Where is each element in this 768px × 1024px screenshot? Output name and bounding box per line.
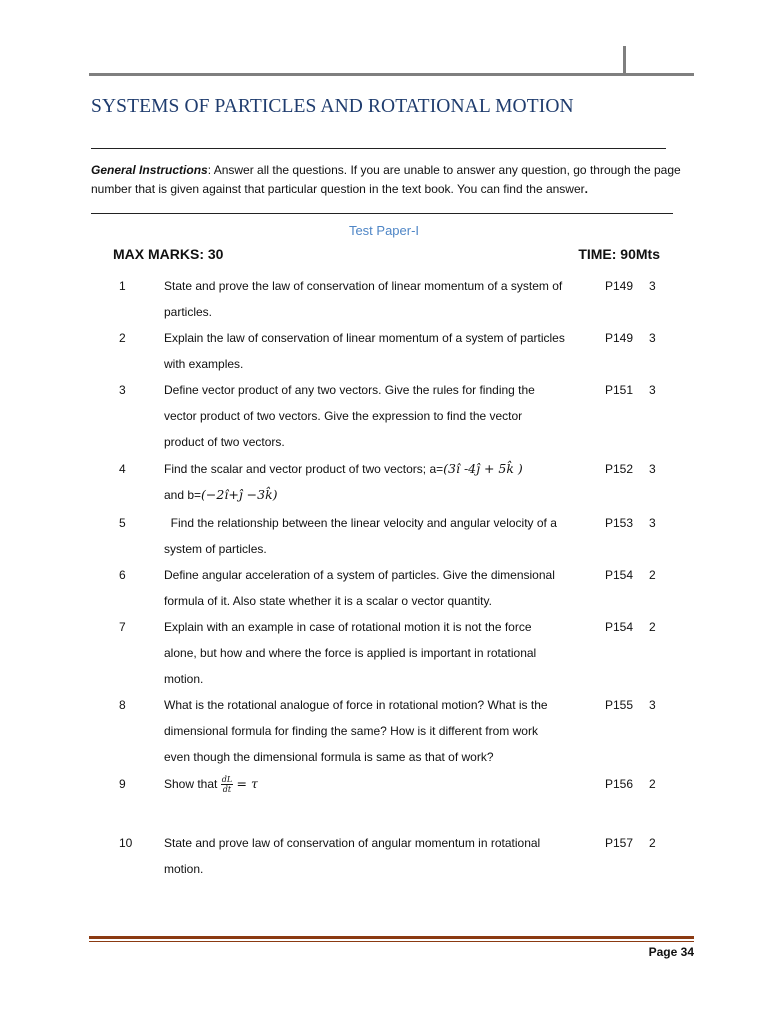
time-allowed: TIME: 90Mts <box>578 246 660 262</box>
question-number: 10 <box>119 836 133 850</box>
question-number: 9 <box>119 777 126 791</box>
question-line: State and prove law of conservation of angular momentum in rotational <box>164 836 541 850</box>
question-line: formula of it. Also state whether it is a scalar o vector quantity. <box>164 594 492 608</box>
question-text <box>164 771 596 797</box>
page-reference: P154 <box>605 620 634 634</box>
question-number: 3 <box>119 383 126 397</box>
question-marks: 3 <box>649 331 656 345</box>
page-reference: P155 <box>605 698 634 712</box>
question-line: Define angular acceleration of a system of particles. Give the dimensional <box>164 568 555 582</box>
question-text <box>164 562 596 614</box>
page-reference: P151 <box>605 383 634 397</box>
header-tick <box>623 46 626 74</box>
question-number: 7 <box>119 620 126 634</box>
fraction-denominator: dt <box>222 785 232 795</box>
question-line: motion. <box>164 862 204 876</box>
page-reference: P154 <box>605 568 634 582</box>
instructions-heading: General Instructions <box>91 163 208 177</box>
instructions-body: : Answer all the questions. If you are unable to answer any question, go through the page number that is given against that particular question in the text book. You can find the answer <box>91 163 681 196</box>
header-rule <box>89 73 694 76</box>
question-line: Explain the law of conservation of linear momentum of a system of particles <box>164 331 565 345</box>
question-number: 8 <box>119 698 126 712</box>
question-text <box>164 377 596 455</box>
instructions-underline <box>91 213 673 214</box>
page-reference: P157 <box>605 836 634 850</box>
test-paper-label: Test Paper-I <box>348 223 420 238</box>
max-marks: MAX MARKS: 30 <box>113 246 224 262</box>
question-line: even though the dimensional formula is same as that of work? <box>164 750 494 764</box>
page-reference: P156 <box>605 777 634 791</box>
question-line <box>164 456 596 482</box>
question-line-text: Show that <box>164 777 218 791</box>
question-line: vector product of two vectors. Give the expression to find the vector <box>164 409 523 423</box>
footer-rule <box>89 936 694 939</box>
question-line: with examples. <box>164 357 244 371</box>
general-instructions <box>91 161 691 199</box>
page-reference: P149 <box>605 279 634 293</box>
question-line: system of particles. <box>164 542 267 556</box>
question-text <box>164 614 596 692</box>
question-line: product of two vectors. <box>164 435 285 449</box>
question-line-text: and b= <box>164 488 202 502</box>
vector-a-expression: (3î -4ĵ + 5k̂ ) <box>443 461 523 476</box>
question-number: 2 <box>119 331 126 345</box>
question-line: dimensional formula for finding the same? How is it different from work <box>164 724 538 738</box>
vector-b-expression: (−2î+ĵ −3k̂) <box>201 487 278 502</box>
question-marks: 3 <box>649 383 656 397</box>
question-number: 4 <box>119 462 126 476</box>
question-marks: 2 <box>649 568 656 582</box>
question-marks: 2 <box>649 836 656 850</box>
question-marks: 3 <box>649 516 656 530</box>
question-number: 5 <box>119 516 126 530</box>
question-marks: 2 <box>649 620 656 634</box>
question-text <box>164 830 596 882</box>
torque-symbol: = τ <box>236 776 258 791</box>
title-underline <box>91 148 666 149</box>
fraction-numerator: dL <box>221 775 233 785</box>
question-line <box>164 771 596 797</box>
question-line: What is the rotational analogue of force in rotational motion? What is the <box>164 698 548 712</box>
question-marks: 2 <box>649 777 656 791</box>
page-reference: P153 <box>605 516 634 530</box>
question-text <box>164 456 596 508</box>
question-number: 6 <box>119 568 126 582</box>
question-marks: 3 <box>649 698 656 712</box>
question-line: motion. <box>164 672 204 686</box>
question-line: alone, but how and where the force is applied is important in rotational <box>164 646 537 660</box>
question-line: Explain with an example in case of rotational motion it is not the force <box>164 620 532 634</box>
question-text <box>164 325 596 377</box>
question-line <box>164 482 596 508</box>
footer-rule-thin <box>89 941 694 942</box>
question-marks: 3 <box>649 279 656 293</box>
derivative-fraction <box>221 775 233 794</box>
question-text <box>164 273 596 325</box>
question-line: particles. <box>164 305 213 319</box>
question-line-text: Find the scalar and vector product of two vectors; a= <box>164 462 444 476</box>
page-reference: P149 <box>605 331 634 345</box>
question-text <box>164 692 596 770</box>
page-reference: P152 <box>605 462 634 476</box>
question-marks: 3 <box>649 462 656 476</box>
page-number: Page 34 <box>648 945 694 959</box>
document-title: SYSTEMS OF PARTICLES AND ROTATIONAL MOTION <box>91 96 574 117</box>
question-line: Define vector product of any two vectors. Give the rules for finding the <box>164 383 535 397</box>
instructions-period: . <box>584 182 588 196</box>
question-line: State and prove the law of conservation of linear momentum of a system of <box>164 279 563 293</box>
question-line: Find the relationship between the linear velocity and angular velocity of a <box>164 516 557 530</box>
question-number: 1 <box>119 279 126 293</box>
question-text <box>164 510 596 562</box>
